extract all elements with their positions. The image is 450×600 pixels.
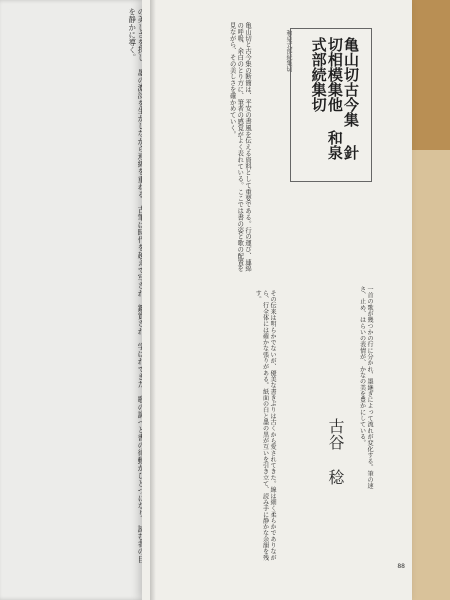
left-page bbox=[0, 0, 162, 600]
left-page-text: を静かに導く。 bbox=[127, 8, 137, 62]
page-number: 88 bbox=[397, 563, 405, 570]
article-title: 亀山切古今集 針切相模集他 和泉式部続集切 bbox=[309, 37, 360, 160]
right-page-lower-text: その伝来は明らかでないが、優美な書きぶりは古くから愛されてきた。線は細く柔らかでありながら、行全体には確かな張りがある。紙面の白と墨の黒が互いを引き立て、読み手に静かな余韻を残す。 bbox=[254, 290, 276, 561]
author-name: 古谷 稔 bbox=[326, 418, 345, 485]
title-box bbox=[290, 28, 372, 182]
right-page-lower-right-text: 一首の歌が幾つかの行に分かれ、墨継ぎによって流れが変化する。筆の速さ、止め、はらいの表情が、かなの美を豊かにしている。 bbox=[358, 286, 373, 489]
right-page-upper-text: 亀山切と古今集の断簡は、平安の書風を伝える資料として重要である。行の運び、連綿の呼吸、余白のとり方に、筆者の感覚がよく表れている。ここでは書の姿と歌の配置を見ながら、その美しさを確かめていく。 bbox=[228, 22, 251, 272]
section-title: 和泉式部続集切 bbox=[285, 30, 292, 72]
